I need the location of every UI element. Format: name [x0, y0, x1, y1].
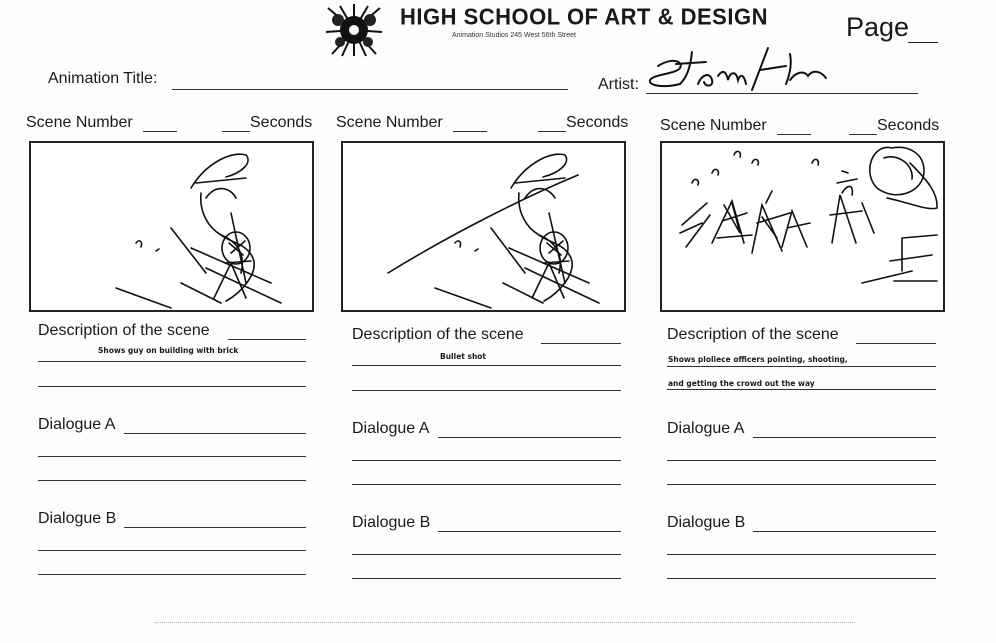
dialogue-a-label-3: Dialogue A — [667, 420, 745, 437]
school-address: Animation Studios 245 West 56th Street — [452, 32, 576, 39]
dialogue-a-line-3a[interactable] — [753, 437, 936, 438]
animation-title-label: Animation Title: — [48, 70, 158, 87]
description-line-1c[interactable] — [38, 386, 306, 387]
description-label-1: Description of the scene — [38, 322, 210, 339]
description-line-3c[interactable] — [667, 389, 936, 390]
scene-number-label-2: Scene Number — [336, 114, 443, 131]
footer-fine-print — [155, 622, 855, 623]
description-label-2: Description of the scene — [352, 326, 524, 343]
scene-number-label-3: Scene Number — [660, 117, 767, 134]
dialogue-b-line-2c[interactable] — [352, 578, 621, 579]
dialogue-b-line-3c[interactable] — [667, 578, 936, 579]
seconds-line-3[interactable] — [849, 134, 877, 135]
dialogue-b-line-3b[interactable] — [667, 554, 936, 555]
storyboard-frame-2 — [341, 141, 626, 312]
seconds-label-2: Seconds — [566, 114, 629, 131]
scene-number-line-2[interactable] — [453, 131, 487, 132]
storyboard-frame-3 — [660, 141, 945, 312]
description-line-2c[interactable] — [352, 390, 621, 391]
animation-title-line[interactable] — [172, 89, 568, 90]
seconds-label-1: Seconds — [250, 114, 313, 131]
sketch-2 — [343, 143, 624, 310]
sketch-3 — [662, 143, 943, 310]
description-text-1: Shows guy on building with brick — [98, 346, 239, 355]
dialogue-b-line-1a[interactable] — [124, 527, 306, 528]
school-logo — [318, 2, 390, 58]
school-name: HIGH SCHOOL OF ART & DESIGN — [400, 3, 768, 30]
artist-label: Artist: — [598, 76, 639, 93]
dialogue-a-line-2c[interactable] — [352, 484, 621, 485]
seconds-line-2[interactable] — [538, 131, 566, 132]
sketch-1 — [31, 143, 312, 310]
description-line-3b[interactable] — [667, 366, 936, 367]
dialogue-a-line-1a[interactable] — [124, 433, 306, 434]
dialogue-a-label-2: Dialogue A — [352, 420, 430, 437]
page-label: Page — [846, 12, 910, 42]
dialogue-a-line-1c[interactable] — [38, 480, 306, 481]
page-number-line[interactable] — [908, 42, 938, 43]
dialogue-a-label-1: Dialogue A — [38, 416, 116, 433]
dialogue-b-line-2b[interactable] — [352, 554, 621, 555]
scene-number-label-1: Scene Number — [26, 114, 133, 131]
description-text-2: Bullet shot — [440, 352, 487, 361]
artist-signature — [640, 40, 840, 100]
dialogue-b-line-3a[interactable] — [753, 531, 936, 532]
description-line-3a[interactable] — [856, 343, 936, 344]
dialogue-a-line-3c[interactable] — [667, 484, 936, 485]
dialogue-b-line-1b[interactable] — [38, 550, 306, 551]
description-line-2a[interactable] — [541, 343, 621, 344]
dialogue-a-line-2a[interactable] — [438, 437, 621, 438]
description-line-2b[interactable] — [352, 365, 621, 366]
dialogue-b-label-2: Dialogue B — [352, 514, 431, 531]
scene-number-line-3[interactable] — [777, 134, 811, 135]
dialogue-a-line-3b[interactable] — [667, 460, 936, 461]
dialogue-a-line-1b[interactable] — [38, 456, 306, 457]
seconds-line-1[interactable] — [222, 131, 250, 132]
description-label-3: Description of the scene — [667, 326, 839, 343]
description-text-3a: Shows ploliece officers pointing, shooting, — [668, 355, 848, 364]
dialogue-b-line-2a[interactable] — [438, 531, 621, 532]
storyboard-frame-1 — [29, 141, 314, 312]
seconds-label-3: Seconds — [877, 117, 940, 134]
scene-number-line-1[interactable] — [143, 131, 177, 132]
description-line-1a[interactable] — [228, 339, 306, 340]
dialogue-b-line-1c[interactable] — [38, 574, 306, 575]
description-line-1b[interactable] — [38, 361, 306, 362]
dialogue-a-line-2b[interactable] — [352, 460, 621, 461]
dialogue-b-label-1: Dialogue B — [38, 510, 117, 527]
dialogue-b-label-3: Dialogue B — [667, 514, 746, 531]
description-text-3b: and getting the crowd out the way — [668, 379, 815, 388]
